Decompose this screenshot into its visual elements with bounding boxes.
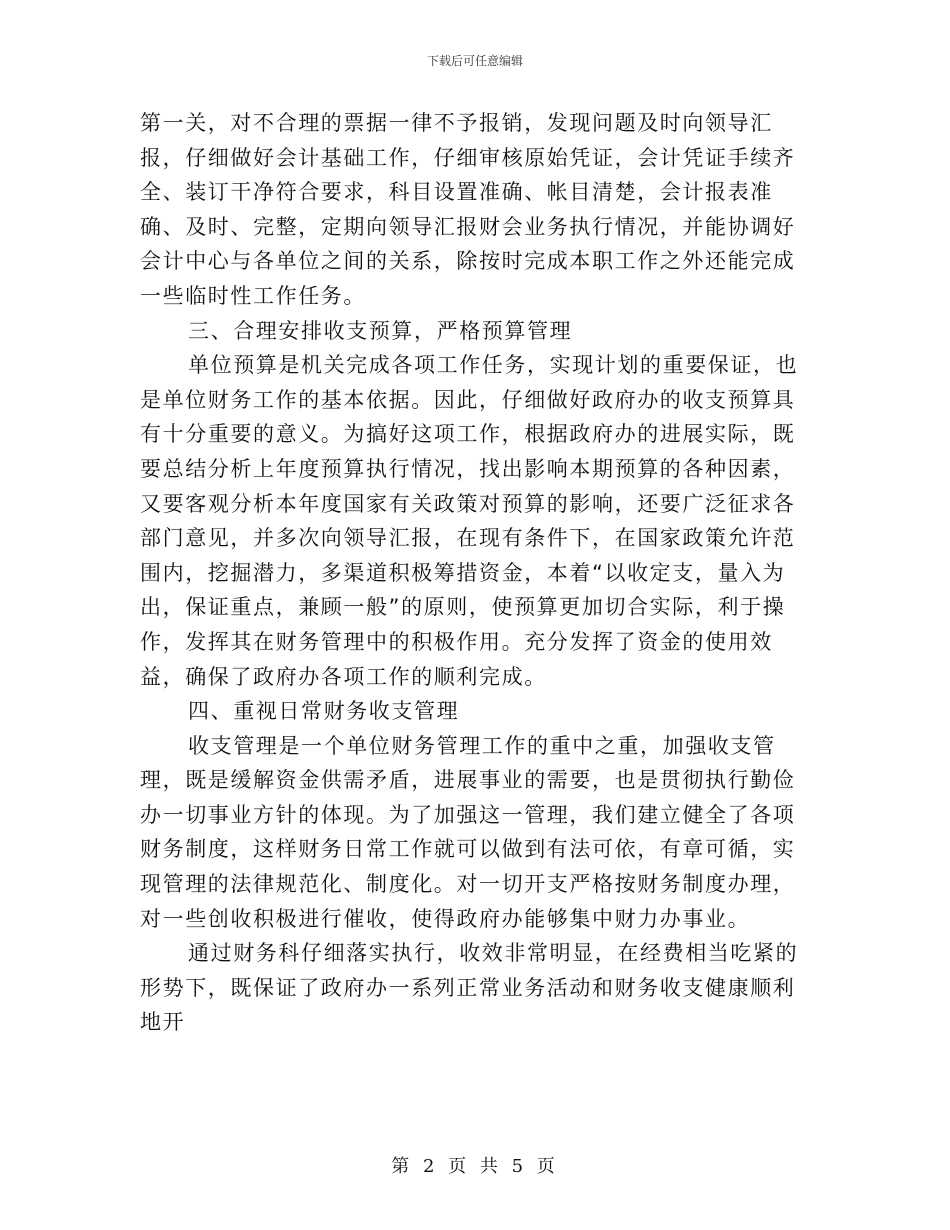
paragraph-results: 通过财务科仔细落实执行，收效非常明显，在经费相当吃紧的形势下，既保证了政府办一系列正常业务活动和财务收支健康顺利地开	[140, 941, 799, 1035]
section-heading-budget: 三、合理安排收支预算，严格预算管理	[188, 318, 573, 343]
footer-middle: 页 共	[448, 1156, 502, 1177]
paragraph-continuation: 第一关，对不合理的票据一律不予报销，发现问题及时向领导汇报，仔细做好会计基础工作，仔细审核原始凭证，会计凭证手续齐全、装订干净符合要求，科目设置准确、帐目清楚，会计报表准确、及时、完整，定期向领导汇报财会业务执行情况，并能协调好会计中心与各单位之间的关系，除按时完成本职工作之外还能完成一些临时性工作任务。	[140, 111, 796, 308]
document-body	[140, 106, 810, 1040]
current-page-number: 2	[422, 1156, 439, 1177]
paragraph-budget: 单位预算是机关完成各项工作任务，实现计划的重要保证，也是单位财务工作的基本依据。因此，仔细做好政府办的收支预算具有十分重要的意义。为搞好这项工作，根据政府办的进展实际，既要总结分析上年度预算执行情况，找出影响本期预算的各种因素，又要客观分析本年度国家有关政策对预算的影响，还要广泛征求各部门意见，并多次向领导汇报，在现有条件下，在国家政策允许范围内，挖掘潜力，多渠道积极筹措资金，本着“以收定支，量入为出，保证重点，兼顾一般”的原则，使预算更加切合实际，利于操作，发挥其在财务管理中的积极作用。充分发挥了资金的使用效益，确保了政府办各项工作的顺利完成。	[140, 353, 799, 689]
page-header-note: 下载后可任意编辑	[426, 54, 523, 68]
section-heading-daily-finance: 四、重视日常财务收支管理	[188, 699, 460, 724]
page-number-footer	[0, 1152, 950, 1178]
footer-suffix: 页	[536, 1156, 559, 1177]
paragraph-daily-finance: 收支管理是一个单位财务管理工作的重中之重，加强收支管理，既是缓解资金供需矛盾，进展事业的需要，也是贯彻执行勤俭办一切事业方针的体现。为了加强这一管理，我们建立健全了各项财务制度，这样财务日常工作就可以做到有法可依，有章可循，实现管理的法律规范化、制度化。对一切开支严格按财务制度办理，对一些创收积极进行催收，使得政府办能够集中财力办事业。	[140, 733, 796, 931]
total-pages-number: 5	[511, 1156, 528, 1177]
footer-prefix: 第	[391, 1156, 414, 1177]
